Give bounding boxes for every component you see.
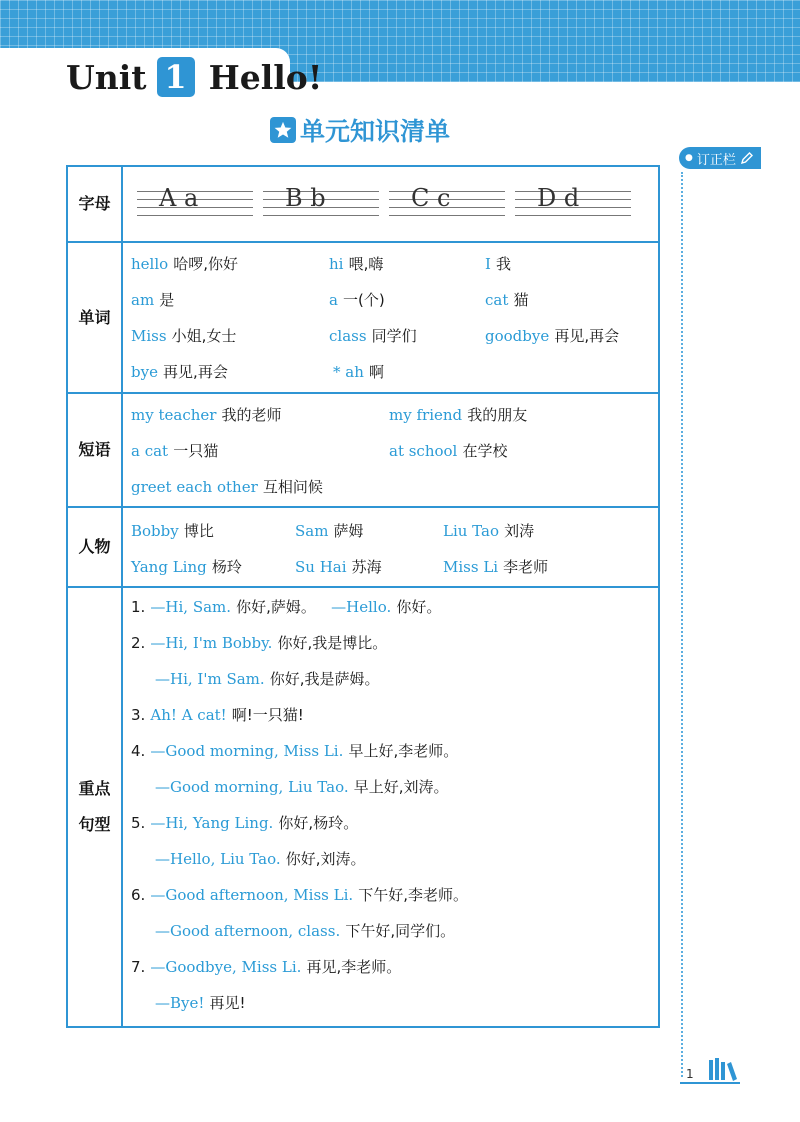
sentence-line: —Hello, Liu Tao. 你好,刘涛。 [155,850,366,868]
word-item: cat 猫 [485,291,529,309]
unit-title [66,54,322,100]
letter-b-writing [263,181,379,227]
books-icon [708,1058,738,1082]
letter-d-writing [515,181,631,227]
word-item: Miss 小姐,女士 [131,327,237,345]
sentence-line: 6. —Good afternoon, Miss Li. 下午好,李老师。 [131,886,469,904]
sentence-line: —Good morning, Liu Tao. 早上好,刘涛。 [155,778,449,796]
letter-a-writing [137,181,253,227]
row-people [68,508,658,588]
person-item: Sam 萨姆 [295,522,364,540]
word-item: goodbye 再见,再会 [485,327,620,345]
phrase-item: a cat 一只猫 [131,442,219,460]
sentence-line: —Bye! 再见! [155,994,246,1012]
person-item: Yang Ling 杨玲 [131,558,242,576]
letter-c-label: C c [411,184,451,212]
sentence-line: 3. Ah! A cat! 啊!一只猫! [131,706,304,724]
row-sentences [68,588,658,1026]
word-item: hi 喂,嗨 [329,255,384,273]
person-item: Liu Tao 刘涛 [443,522,535,540]
sentence-line: 7. —Goodbye, Miss Li. 再见,李老师。 [131,958,402,976]
sentence-line: 5. —Hi, Yang Ling. 你好,杨玲。 [131,814,359,832]
row-phrases [68,394,658,508]
word-item: hello 哈啰,你好 [131,255,239,273]
words-cell [125,243,658,392]
people-cell [125,508,658,586]
page-underline [680,1082,740,1084]
correction-label: 订正栏 [696,152,736,168]
pencil-icon [740,151,754,165]
unit-number-badge: 1 [157,57,195,97]
phrase-item: my friend 我的朋友 [389,406,528,424]
word-item: I 我 [485,255,512,273]
letter-d-label: D d [537,184,580,212]
sentence-line: —Good afternoon, class. 下午好,同学们。 [155,922,456,940]
person-item: Miss Li 李老师 [443,558,549,576]
sentence-line: 2. —Hi, I'm Bobby. 你好,我是博比。 [131,634,388,652]
word-item: bye 再见,再会 [131,363,228,381]
row-label-letters: 字母 [68,167,123,241]
phrase-item: my teacher 我的老师 [131,406,282,424]
word-item: class 同学们 [329,327,417,345]
row-label-people: 人物 [68,508,123,586]
row-label-phrases: 短语 [68,394,123,506]
letter-c-writing [389,181,505,227]
unit-name: Hello! [208,57,323,97]
row-label-words: 单词 [68,243,123,392]
section-title: 单元知识清单 [300,117,451,146]
knowledge-table [66,165,660,1028]
correction-dotted-line [681,172,683,1077]
person-item: Su Hai 苏海 [295,558,382,576]
word-item: * ah 啊 [333,363,384,381]
sentence-line: —Hi, I'm Sam. 你好,我是萨姆。 [155,670,380,688]
letters-cell [125,167,658,241]
unit-word: Unit [66,57,147,97]
row-letters [68,167,658,243]
letter-b-label: B b [285,184,326,212]
label-line-2: 句型 [78,815,111,834]
word-item: am 是 [131,291,175,309]
row-label-sentences [68,588,123,1026]
person-item: Bobby 博比 [131,522,214,540]
label-line-1: 重点 [78,779,111,798]
letter-a-label: A a [159,184,199,212]
bullet-icon: ● [685,153,693,163]
phrases-cell [125,394,658,506]
sentence-line: 1. —Hi, Sam. 你好,萨姆。 —Hello. 你好。 [131,598,442,616]
phrase-item: at school 在学校 [389,442,508,460]
sentences-cell [125,588,658,1026]
section-heading [270,114,450,146]
row-words [68,243,658,394]
word-item: a 一(个) [329,291,385,309]
star-icon [270,117,296,143]
sentence-line: 4. —Good morning, Miss Li. 早上好,李老师。 [131,742,459,760]
correction-tab [679,147,761,169]
page-number: 1 [686,1067,694,1081]
phrase-item: greet each other 互相问候 [131,478,323,496]
